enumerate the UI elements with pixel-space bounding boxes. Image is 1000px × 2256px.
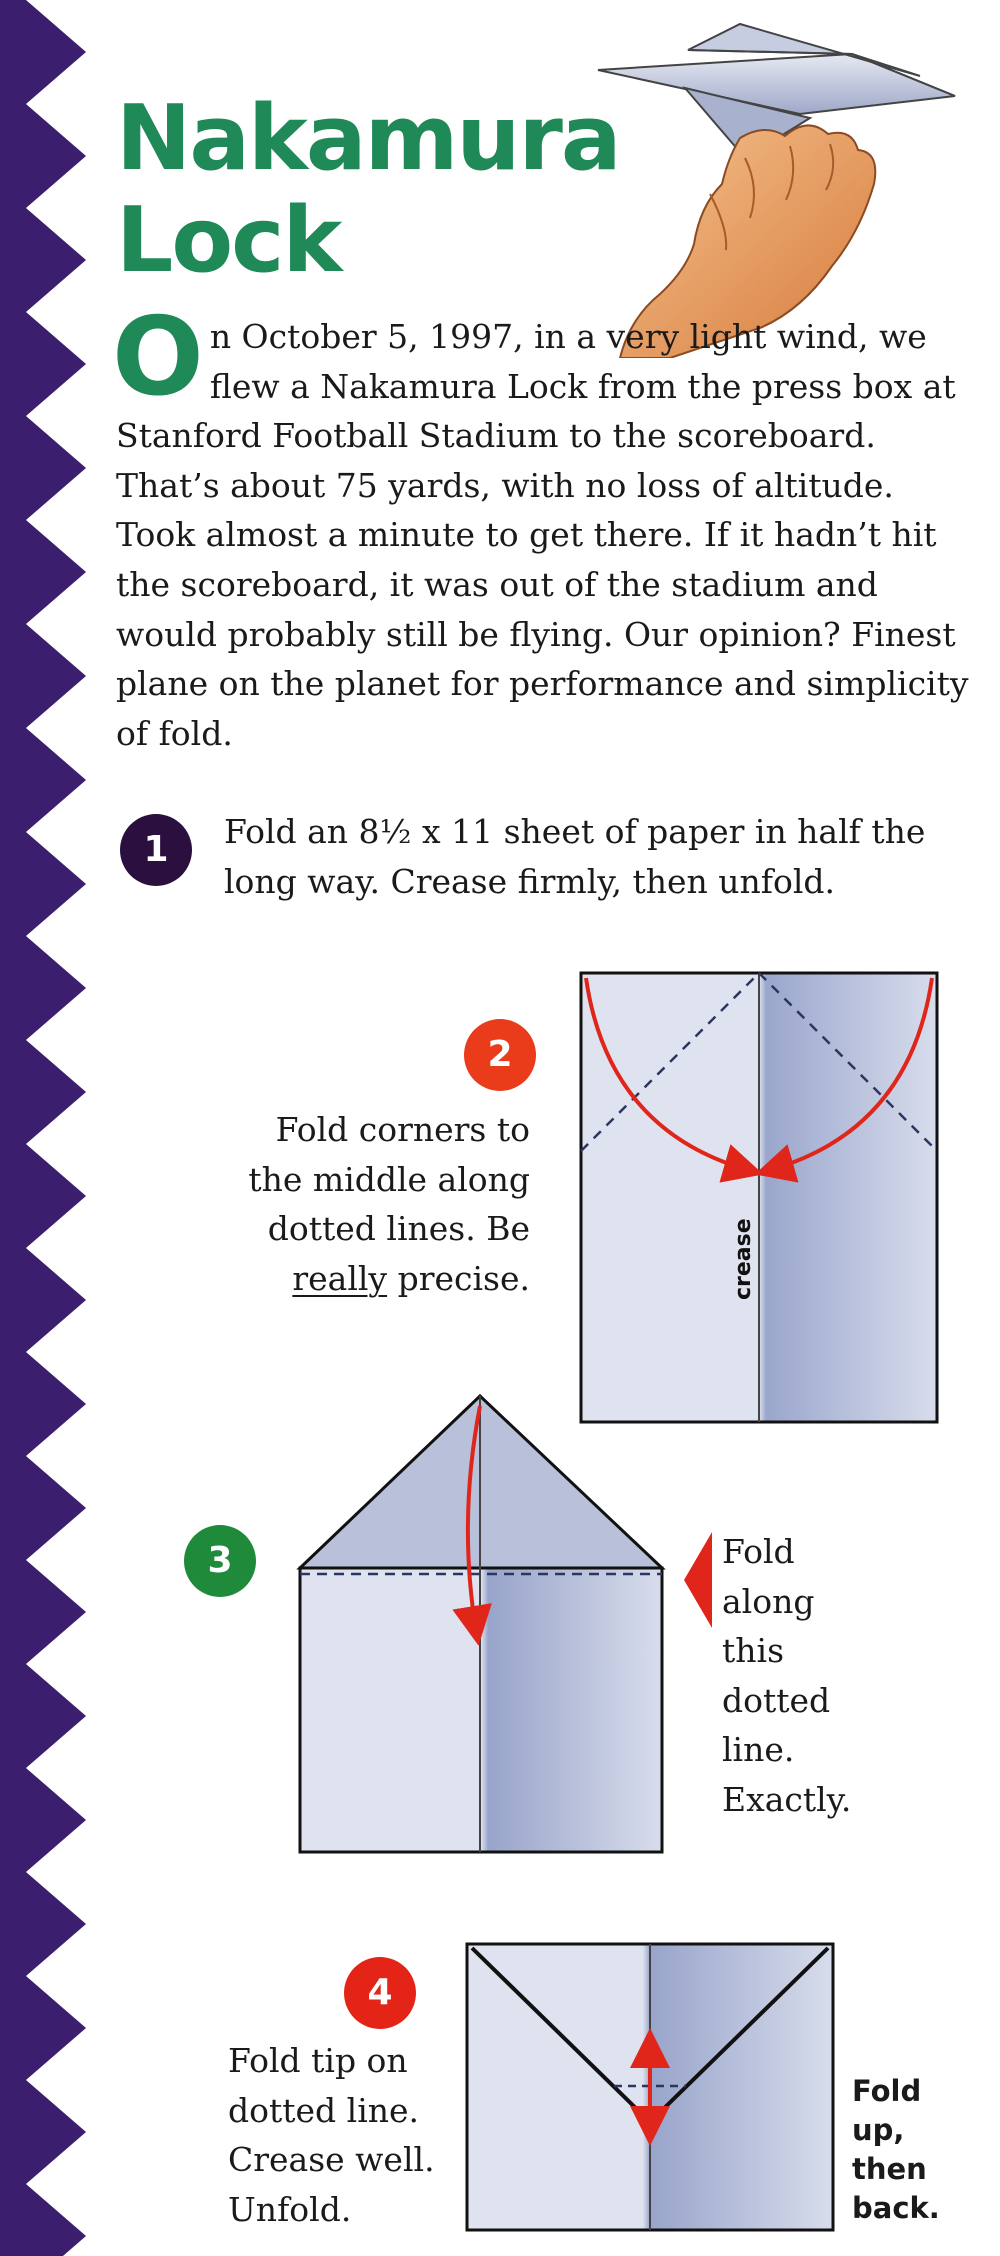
step-4-diagram <box>464 1940 838 2234</box>
title-line-2: Lock <box>116 188 341 293</box>
intro-text: n October 5, 1997, in a very light wind, we flew a Nakamura Lock from the press box at Stanford Football Stadium to the scoreboard. That’s about 75 yards, with no loss of altitude. Took almost a minute to get there. If it hadn’t hit the scoreboard, it was out of the stadium and would probably still be flying. Our opinion? Finest plane on the planet for performance and simplicity of fold. <box>116 317 969 753</box>
step-3-badge: 3 <box>184 1525 256 1597</box>
title-line-1: Nakamura <box>116 86 620 191</box>
pointer-arrow-icon <box>684 1532 712 1628</box>
hand-plane-illustration <box>590 18 960 358</box>
drop-cap: O <box>112 295 204 420</box>
step-2-text-after: precise. <box>387 1258 530 1298</box>
step-4-text: Fold tip on dotted line. Crease well. Unfold. <box>228 2041 435 2229</box>
step-3-diagram <box>290 1390 722 1860</box>
step-2-badge: 2 <box>464 1019 536 1091</box>
step-2-text-before: Fold corners to the middle along dotted lines. Be <box>248 1110 530 1249</box>
step-2-text <box>222 1105 530 1303</box>
step-4-badge: 4 <box>344 1957 416 2029</box>
intro-paragraph <box>112 295 978 758</box>
step-2-diagram <box>578 970 940 1425</box>
step-1-badge: 1 <box>120 814 192 886</box>
step-4-side-note: Fold up, then back. <box>852 2074 940 2225</box>
page-title <box>116 88 636 292</box>
zigzag-border <box>0 0 86 2256</box>
crease-label: crease <box>731 1218 756 1300</box>
step-1-text: Fold an 8½ x 11 sheet of paper in half the long way. Crease firmly, then unfold. <box>224 812 926 901</box>
step-3-text: Fold along this dotted line. Exactly. <box>722 1532 852 1819</box>
step-2-emphasis: really <box>292 1258 388 1298</box>
